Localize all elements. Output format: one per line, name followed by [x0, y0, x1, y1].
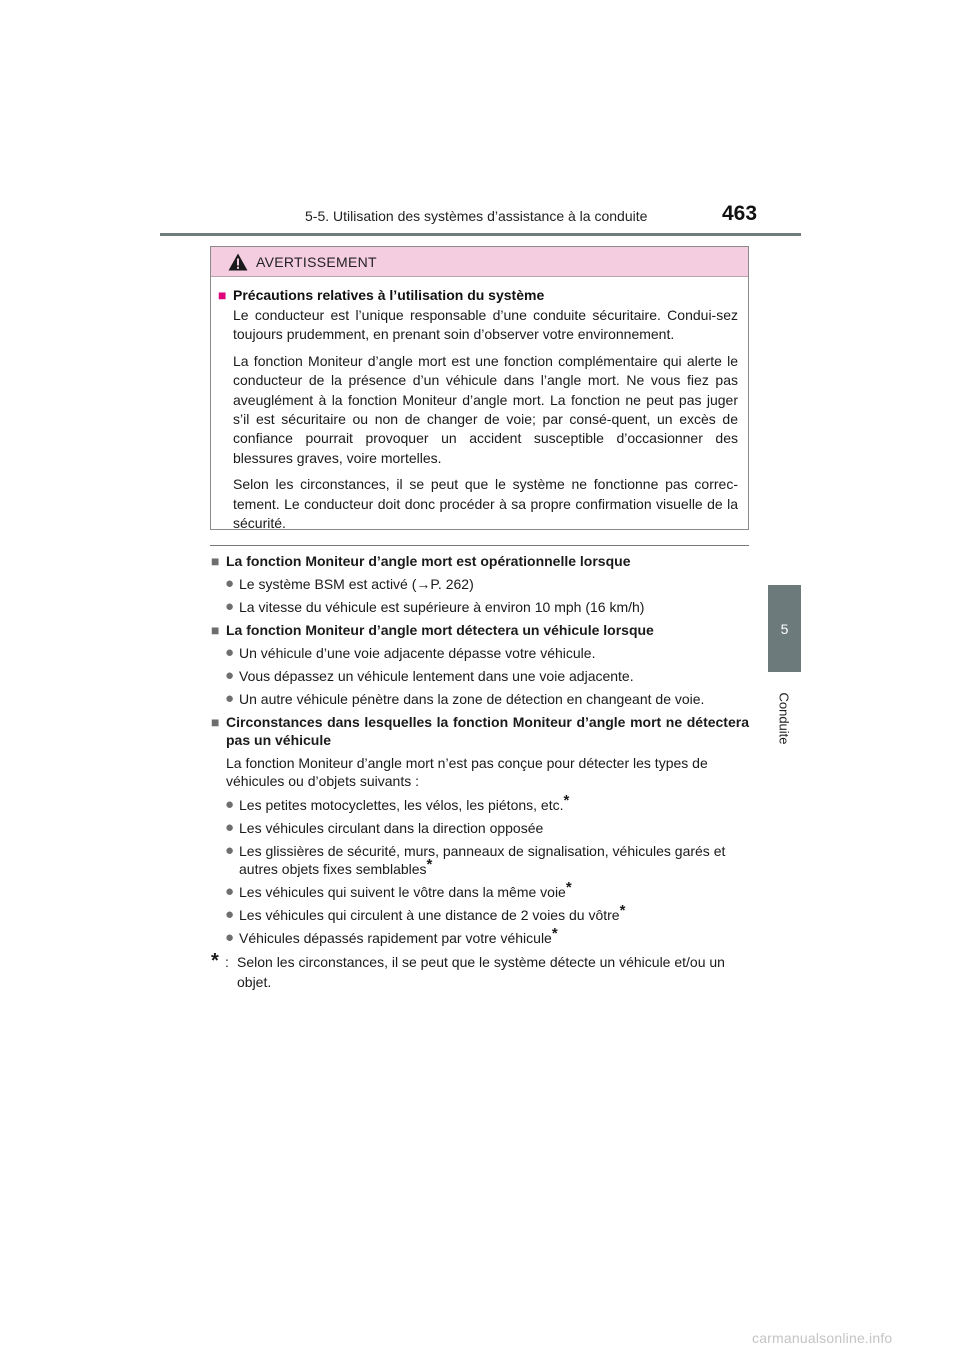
list-item-text: Véhicules dépassés rapidement par votre véhicule	[239, 930, 552, 946]
list-item-content	[239, 842, 749, 878]
bullet-icon: ●	[225, 690, 235, 707]
chapter-label	[769, 678, 799, 758]
chapter-tab[interactable]	[768, 585, 801, 672]
section-heading-text: La fonction Moniteur d’angle mort détectera un véhicule lorsque	[226, 622, 654, 638]
gray-square-icon: ■	[211, 622, 220, 638]
asterisk-marker: *	[565, 879, 572, 896]
section-heading-text: Circonstances dans lesquelles la fonction Moniteur d’angle mort ne détectera pas un véhicule	[226, 714, 749, 748]
warning-header	[211, 247, 748, 277]
list-item-text: Les petites motocyclettes, les vélos, les piétons, etc.	[239, 797, 564, 813]
list-item-text: Les véhicules qui suivent le vôtre dans la même voie	[239, 884, 566, 900]
bullet-icon: ●	[225, 929, 235, 946]
footnote-text: Selon les circonstances, il se peut que le système détecte un véhicule et/ou un objet.	[237, 954, 725, 990]
bullet-icon: ●	[225, 575, 235, 592]
list-item-text: Les véhicules qui circulent à une distance de 2 voies du vôtre	[239, 907, 620, 923]
list-item	[211, 644, 749, 662]
footnote-colon: :	[225, 954, 229, 970]
list-item-content	[239, 902, 749, 924]
list-item	[211, 690, 749, 708]
bullet-icon: ●	[225, 644, 235, 661]
bullet-icon: ●	[225, 796, 235, 813]
warning-triangle-icon	[228, 253, 248, 271]
warning-paragraph: La fonction Moniteur d’angle mort est une fonction complémentaire qui alerte le conducteur de la présence d’un véhicule dans l’angle mort. Ne vous fiez pas aveuglément à la fonction Moniteur d’angle mort. La fonction ne peut pas juger s’il est sécuritaire ou non de changer de voie; par consé-quent, un excès de confiance pourrait provoquer un accident susceptible d’occasionner des blessures graves, voire mortelles.	[233, 352, 738, 466]
list-item	[211, 598, 749, 616]
asterisk-marker: *	[551, 925, 558, 942]
list-item-text: La vitesse du véhicule est supérieure à environ 10 mph (16 km/h)	[239, 599, 645, 615]
footnote	[211, 952, 749, 992]
warning-heading	[218, 287, 738, 303]
list-item-content	[239, 879, 749, 901]
list-item	[211, 667, 749, 685]
list-item-content	[239, 792, 749, 814]
list-item-text: Un autre véhicule pénètre dans la zone de détection en changeant de voie.	[239, 691, 705, 707]
watermark: carmanualsonline.info	[752, 1330, 893, 1346]
bullet-icon: ●	[225, 906, 235, 923]
page-number: 463	[722, 202, 758, 225]
main-content	[211, 552, 749, 992]
warning-paragraph: Le conducteur est l’unique responsable d’une conduite sécuritaire. Condui-sez toujours prudemment, en prenant soin d’observer votre environnement.	[233, 307, 738, 343]
list-item	[211, 902, 749, 924]
list-item	[211, 842, 749, 878]
list-item	[211, 575, 749, 593]
chapter-number: 5	[780, 620, 789, 637]
list-item	[211, 792, 749, 814]
gray-square-icon: ■	[211, 553, 220, 569]
list-item-text: Vous dépassez un véhicule lentement dans une voie adjacente.	[239, 668, 634, 684]
section-heading	[211, 621, 749, 639]
chapter-label-text: Conduite	[776, 691, 792, 745]
warning-heading-text: Précautions relatives à l’utilisation du système	[233, 287, 545, 303]
section-intro: La fonction Moniteur d’angle mort n’est pas conçue pour détecter les types de véhicules ou d’objets suivants :	[226, 755, 708, 789]
header-rule	[160, 233, 801, 236]
section-heading	[211, 713, 749, 749]
section-title: 5-5. Utilisation des systèmes d’assistance à la conduite	[305, 208, 648, 224]
list-item	[211, 879, 749, 901]
gray-square-icon: ■	[211, 714, 220, 730]
warning-label: AVERTISSEMENT	[256, 253, 377, 270]
footnote-marker: *	[211, 950, 219, 972]
bullet-icon: ●	[225, 598, 235, 615]
list-item-content	[239, 925, 749, 947]
bullet-icon: ●	[225, 883, 235, 900]
warning-body	[211, 277, 748, 533]
warning-box	[210, 246, 749, 530]
list-item-text: Le système BSM est activé (→P. 262)	[239, 576, 474, 592]
list-item-text: Un véhicule d’une voie adjacente dépasse votre véhicule.	[239, 645, 596, 661]
section-heading	[211, 552, 749, 570]
asterisk-marker: *	[426, 856, 433, 873]
warning-paragraph: Selon les circonstances, il se peut que le système ne fonctionne pas correc-tement. Le conducteur doit donc procéder à sa propre confirmation visuelle de la sécurité.	[233, 476, 738, 532]
section-heading-text: La fonction Moniteur d’angle mort est opérationnelle lorsque	[226, 553, 631, 569]
bullet-icon: ●	[225, 842, 235, 859]
bullet-icon: ●	[225, 819, 235, 836]
section-divider	[210, 545, 749, 546]
pink-square-icon: ■	[218, 287, 227, 303]
asterisk-marker: *	[563, 792, 570, 809]
list-item	[211, 819, 749, 837]
list-item-text: Les véhicules circulant dans la direction opposée	[239, 820, 544, 836]
bullet-icon: ●	[225, 667, 235, 684]
list-item-text: Les glissières de sécurité, murs, panneaux de signalisation, véhicules garés et autres objets fixes semblables	[239, 843, 726, 877]
list-item	[211, 925, 749, 947]
asterisk-marker: *	[619, 902, 626, 919]
